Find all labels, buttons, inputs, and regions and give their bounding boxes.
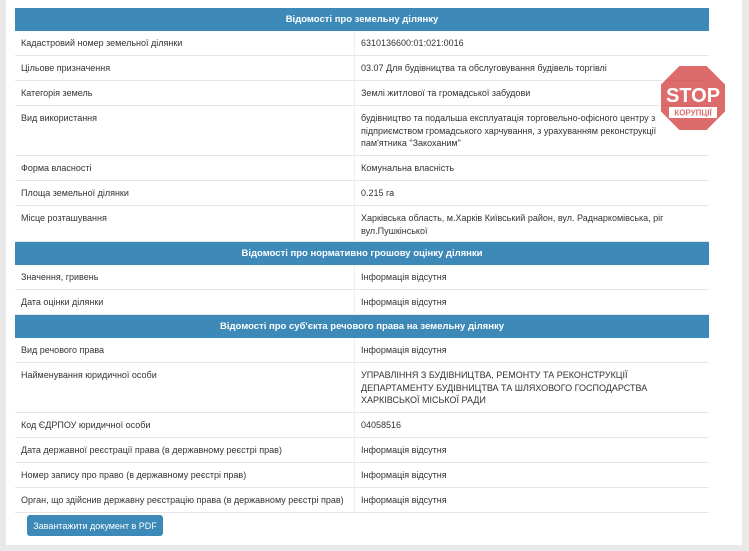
row-label: Дата державної реєстрації права (в державному реєстрі прав) xyxy=(21,445,282,455)
row-label: Код ЄДРПОУ юридичної особи xyxy=(21,420,151,430)
row-label: Цільове призначення xyxy=(21,63,111,73)
table-row xyxy=(15,265,709,290)
table-row xyxy=(15,338,709,363)
info-table xyxy=(15,8,709,513)
row-value: Інформація відсутня xyxy=(354,438,709,462)
content-panel xyxy=(6,0,742,545)
watermark-line1: STOP xyxy=(665,85,721,107)
row-value: будівництво та подальша експлуатація торговельно-офісного центру з підприємством громадського харчування, з урахуванням реконструкції пам'ятника "Закоханим" xyxy=(354,106,709,155)
table-row xyxy=(15,81,709,106)
stop-corruption-watermark-icon xyxy=(659,64,727,132)
row-label: Номер запису про право (в державному реєстрі прав) xyxy=(21,470,247,480)
table-row xyxy=(15,438,709,463)
row-value: Інформація відсутня xyxy=(354,338,709,362)
row-label: Дата оцінки ділянки xyxy=(21,297,104,307)
row-value: Інформація відсутня xyxy=(354,463,709,487)
row-value: 04058516 xyxy=(354,413,709,437)
table-row xyxy=(15,463,709,488)
land-section-header: Відомості про земельну ділянку xyxy=(15,8,709,31)
download-pdf-button[interactable]: Завантажити документ в PDF xyxy=(27,515,163,536)
row-label: Найменування юридичної особи xyxy=(21,370,157,380)
row-label: Значення, гривень xyxy=(21,272,99,282)
row-label: Місце розташування xyxy=(21,213,107,223)
row-label: Вид використання xyxy=(21,113,98,123)
row-value: Землі житлової та громадської забудови xyxy=(354,81,709,105)
table-row xyxy=(15,413,709,438)
table-row xyxy=(15,206,709,242)
valuation-section-header: Відомості про нормативно грошову оцінку ділянки xyxy=(15,242,709,265)
table-row xyxy=(15,181,709,206)
row-value: 03.07 Для будівництва та обслуговування будівель торгівлі xyxy=(354,56,709,80)
row-label: Кадастровий номер земельної ділянки xyxy=(21,38,183,48)
row-value: 0.215 га xyxy=(354,181,709,205)
row-value: Інформація відсутня xyxy=(354,265,709,289)
table-row xyxy=(15,488,709,513)
row-label: Вид речового права xyxy=(21,345,105,355)
row-value: Комунальна власність xyxy=(354,156,709,180)
row-value: Інформація відсутня xyxy=(354,290,709,314)
row-value: Харківська область, м.Харків Київський район, вул. Раднаркомівська, ріг вул.Пушкінської xyxy=(354,206,709,241)
table-row xyxy=(15,156,709,181)
row-label: Категорія земель xyxy=(21,88,93,98)
table-row xyxy=(15,363,709,413)
row-value: УПРАВЛІННЯ З БУДІВНИЦТВА, РЕМОНТУ ТА РЕКОНСТРУКЦІЇ ДЕПАРТАМЕНТУ БУДІВНИЦТВА ТА ШЛЯХОВОГО ГОСПОДАРСТВА ХАРКІВСЬКОЇ МІСЬКОЇ РАДИ xyxy=(354,363,709,412)
rights-section-header: Відомості про суб'єкта речового права на земельну ділянку xyxy=(15,315,709,338)
row-value: Інформація відсутня xyxy=(354,488,709,512)
table-row xyxy=(15,290,709,315)
row-label: Орган, що здійснив державну реєстрацію права (в державному реєстрі прав) xyxy=(21,495,344,505)
table-row xyxy=(15,31,709,56)
row-label: Площа земельної ділянки xyxy=(21,188,129,198)
row-value: 6310136600:01:021:0016 xyxy=(354,31,709,55)
table-row xyxy=(15,106,709,156)
table-row xyxy=(15,56,709,81)
row-label: Форма власності xyxy=(21,163,92,173)
watermark-line2: КОРУПЦІЇ xyxy=(674,108,712,118)
